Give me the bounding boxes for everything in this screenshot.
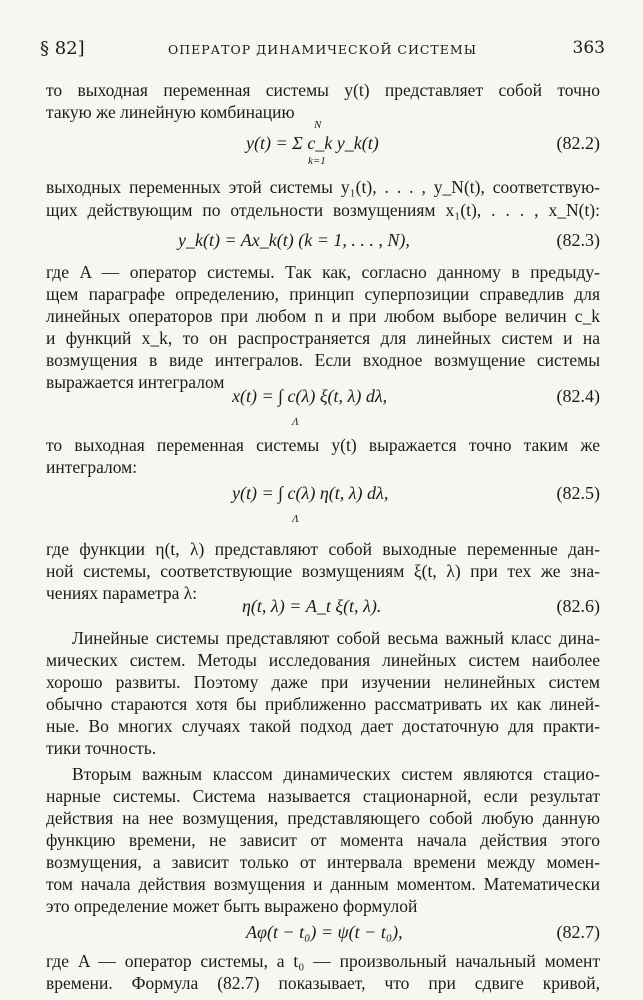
text-line: возмущения в виде интегралов. Если входное возмущение системы — [46, 350, 600, 370]
text-line: Линейные системы представляют собой весьма важный класс дина- — [72, 628, 600, 648]
equation-number: (82.3) — [556, 230, 600, 250]
text-line: мических систем. Методы исследования линейных систем наиболее — [46, 650, 600, 670]
equation-82-5 — [46, 483, 600, 525]
text-line: щем параграфе определению, принцип суперпозиции справедлив для — [46, 284, 600, 304]
text-line: то выходная переменная системы y(t) выражается точно таким же — [46, 435, 600, 455]
text-line: ные. Во многих случаях такой подход дает достаточную для практи- — [46, 716, 600, 736]
chapter-title: ОПЕРАТОР ДИНАМИЧЕСКОЙ СИСТЕМЫ — [168, 42, 477, 57]
text-line: интегралом: — [46, 457, 138, 477]
sum-upper-limit: N — [314, 119, 322, 131]
equation-82-2 — [46, 119, 600, 167]
text-line: чениях параметра λ: — [46, 583, 198, 603]
equation-number: (82.6) — [556, 596, 600, 616]
text-line: щих действующим по отдельности возмущениям x₁(t), . . . , x_N(t): — [46, 200, 600, 220]
sum-lower-limit: k=1 — [308, 155, 326, 167]
text-line: такую же линейную комбинацию — [46, 102, 295, 122]
page-number: 363 — [572, 38, 605, 58]
equation-formula: η(t, λ) = A_t ξ(t, λ). — [242, 596, 382, 616]
section-mark: § 82] — [40, 38, 85, 59]
text-line: где функции η(t, λ) представляют собой выходные переменные дан- — [46, 539, 600, 559]
equation-number: (82.7) — [556, 922, 600, 942]
equation-formula: x(t) = ∫ c(λ) ξ(t, λ) dλ, — [232, 386, 388, 406]
equation-82-4 — [46, 386, 600, 428]
equation-82-3 — [46, 230, 600, 258]
text-line: линейных операторов при любом n и при любом выборе величин c_k — [46, 306, 600, 326]
text-line: то выходная переменная системы y(t) представляет собой точно — [46, 80, 600, 100]
text-line: обычно стараются хотя бы приближенно рассматривать их как линей- — [46, 694, 600, 714]
equation-formula: Aφ(t − t₀) = ψ(t − t₀), — [246, 922, 403, 942]
equation-formula: y(t) = Σ c_k y_k(t) — [246, 133, 379, 153]
equation-number: (82.5) — [556, 483, 600, 503]
text-line: и функций x_k, то он распространяется для линейных систем и на — [46, 328, 600, 348]
integral-domain: Λ — [292, 416, 299, 428]
text-line: времени. Формула (82.7) показывает, что при сдвиге кривой, — [46, 973, 600, 993]
running-head — [40, 38, 605, 62]
equation-formula: y_k(t) = Ax_k(t) (k = 1, . . . , N), — [178, 230, 410, 250]
text-line: возмущения, а зависит только от интервала времени между момен- — [46, 852, 600, 872]
text-line: выражается интегралом — [46, 372, 225, 392]
text-line: тики точность. — [46, 738, 157, 758]
equation-formula: y(t) = ∫ c(λ) η(t, λ) dλ, — [232, 483, 389, 503]
equation-number: (82.2) — [556, 133, 600, 153]
text-line: это определение может быть выражено формулой — [46, 896, 418, 916]
text-line: где A — оператор системы, а t₀ — произвольный начальный момент — [46, 951, 600, 971]
text-line: том начала действия возмущения и данным моментом. Математически — [46, 874, 600, 894]
text-line: действия на нее возмущения, представляющего собой любую данную — [46, 808, 600, 828]
text-line: функцию времени, не зависит от момента начала действия этого — [46, 830, 600, 850]
equation-number: (82.4) — [556, 386, 600, 406]
text-line: Вторым важным классом динамических систем являются стацио- — [72, 764, 600, 784]
text-line: выходных переменных этой системы y₁(t), . . . , y_N(t), соответствую- — [46, 177, 600, 197]
text-line: хорошо развиты. Поэтому даже при изучении нелинейных систем — [46, 672, 600, 692]
text-line: где A — оператор системы. Так как, согласно данному в предыду- — [46, 262, 600, 282]
equation-82-6 — [46, 596, 600, 624]
text-line: ной системы, соответствующие возмущениям ξ(t, λ) при тех же зна- — [46, 561, 600, 581]
equation-82-7 — [46, 922, 600, 950]
text-line: нарные системы. Система называется стационарной, если результат — [46, 786, 600, 806]
integral-domain: Λ — [292, 513, 299, 525]
